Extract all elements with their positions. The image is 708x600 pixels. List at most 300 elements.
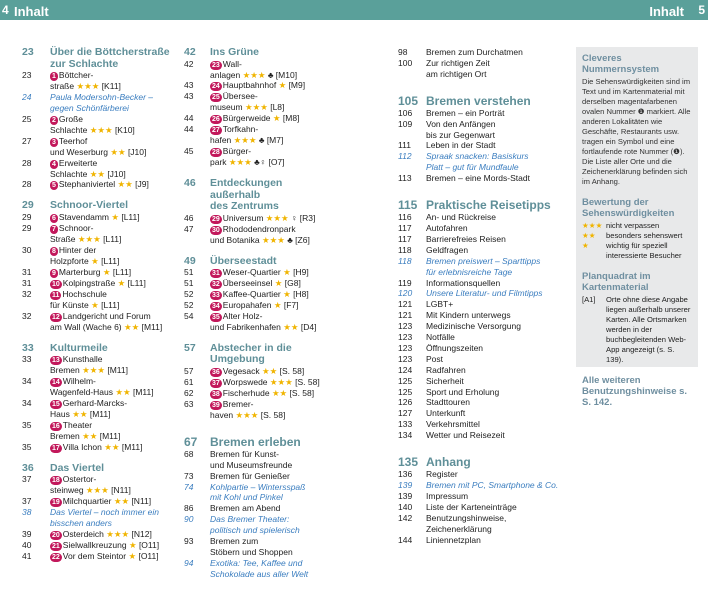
page-number: 139 [398, 480, 413, 490]
page-number: 113 [398, 173, 412, 184]
star-icon: ★★★ [235, 409, 259, 420]
toc-section-heading [22, 200, 170, 212]
entry-line-2: haven ★★★ [S. 58] [210, 409, 286, 420]
star-icon: ★★ [124, 321, 140, 332]
page-number: 24 [22, 91, 32, 102]
page-number: 34 [22, 375, 32, 386]
page-number: 134 [398, 430, 413, 441]
toc-entry [398, 365, 566, 376]
entry-text [426, 535, 566, 546]
page-number: 41 [22, 550, 32, 561]
toc-column-3 [398, 47, 566, 545]
entry-line-2: bis zur Gegenwart [426, 129, 495, 140]
star-icon: ★★★ [82, 365, 105, 376]
entry-line-2: am richtigen Ort [426, 68, 487, 79]
rating-label: wichtig für speziell interessierte Besucher [606, 241, 682, 260]
page-number: 123 [398, 321, 413, 332]
sight-number-badge: 12 [52, 313, 60, 321]
sidebar-heading-numbers: Cleveres Nummernsystem [582, 53, 660, 75]
page-number: 90 [184, 514, 194, 525]
entry-line-1: Kolpingstraße ★ [L11] [62, 277, 146, 288]
page-number: 123 [398, 353, 413, 364]
page-number: 111 [398, 140, 411, 151]
page-title-left: Inhalt [14, 4, 49, 19]
page-number: 135 [398, 455, 419, 470]
entry-text [426, 288, 566, 299]
rating-row [582, 241, 692, 261]
entry-line-1: Unterkunft [426, 408, 466, 419]
toc-tip-entry [398, 480, 566, 491]
toc-entry [184, 124, 334, 146]
entry-text [50, 398, 170, 420]
toc-entry [398, 491, 566, 502]
page-number: 42 [184, 46, 196, 58]
page-number: 117 [398, 233, 412, 244]
star-icon: ★★★ [106, 528, 130, 539]
entry-line-1: Exotika: Tee, Kaffee und [210, 557, 303, 568]
toc-entry [184, 59, 334, 81]
toc-entry [22, 376, 170, 398]
entry-text [426, 354, 566, 365]
entry-line-1: Medizinische Versorgung [426, 321, 521, 332]
sidebar-grid-note [582, 295, 692, 365]
page-number: 112 [398, 151, 412, 162]
entry-line-1: Bremen mit PC, Smartphone & Co. [426, 480, 559, 490]
page-number: 30 [22, 244, 32, 255]
entry-line-1: Wall- [222, 58, 242, 69]
entry-text [210, 435, 334, 449]
entry-text [426, 245, 566, 256]
toc-entry [398, 47, 566, 58]
star-icon: ★★★ [89, 124, 113, 135]
star-icon: ★★ [110, 146, 126, 157]
entry-text [210, 146, 334, 168]
entry-line-1: Das Viertel [50, 461, 105, 474]
toc-entry [398, 223, 566, 234]
star-icon: ★★ [113, 496, 130, 507]
entry-line-1: Worpswede ★★★ [S. 58] [222, 376, 320, 387]
page-number: 115 [398, 198, 418, 213]
sight-number-badge: 6 [52, 214, 56, 222]
rating-label: besonders sehenswert [606, 231, 683, 240]
sight-number-badge: 10 [52, 280, 60, 288]
toc-entry [22, 354, 170, 376]
toc-entry [22, 311, 170, 333]
sight-number-badge: 16 [52, 422, 60, 430]
entry-text [50, 354, 170, 376]
entry-line-2: und Botanika ★★★ ♣ [Z6] [210, 234, 310, 245]
toc-entry [398, 535, 566, 546]
entry-line-1: Register [426, 469, 458, 480]
entry-line-1: Bürger- [222, 146, 252, 157]
page-number: 36 [22, 461, 34, 474]
entry-text [210, 178, 334, 213]
star-icon: ★★★ [265, 212, 289, 223]
toc-entry [22, 212, 170, 223]
toc-entry [398, 419, 566, 430]
entry-line-1: Schnoor- [58, 222, 94, 233]
toc-entry [22, 551, 170, 562]
entry-text [210, 558, 334, 580]
entry-text [50, 311, 170, 333]
entry-line-1: Villa Ichon ★★ [M11] [62, 441, 143, 452]
entry-line-1: Das Bremer Theater: [210, 514, 290, 525]
entry-text [210, 91, 334, 113]
toc-entry [398, 58, 566, 80]
toc-entry [184, 471, 334, 482]
page-number: 124 [398, 364, 413, 375]
page-number: 63 [184, 398, 194, 409]
page-number: 52 [184, 289, 194, 300]
entry-line-1: Kohlpartie – Wintersspaß [210, 481, 306, 492]
page-number: 73 [184, 470, 194, 481]
entry-text [210, 514, 334, 536]
entry-text [426, 469, 566, 480]
entry-line-1: Mit Kindern unterwegs [426, 310, 511, 321]
entry-line-2: park ★★★ ♣♀ [O7] [210, 157, 285, 168]
page-number: 109 [398, 118, 413, 129]
sight-number-badge: 22 [52, 553, 60, 561]
page-number: 42 [184, 58, 194, 69]
toc-entry [398, 140, 566, 151]
entry-line-2: Stöbern und Shoppen [210, 547, 293, 557]
star-rating-icon: ★★★ [582, 221, 603, 230]
star-icon: ★★★ [228, 157, 252, 168]
entry-line-1: Kunsthalle [62, 354, 103, 365]
entry-text [210, 536, 334, 558]
entry-text [426, 256, 566, 278]
toc-entry [22, 540, 170, 551]
star-icon: ★ [273, 300, 282, 311]
star-icon: ★ [128, 539, 137, 550]
toc-entry [398, 430, 566, 441]
entry-text [426, 278, 566, 289]
entry-text [210, 471, 334, 482]
entry-text [426, 94, 566, 108]
sight-number-badge: 28 [212, 149, 220, 157]
page-number: 31 [22, 266, 32, 277]
entry-line-1: Praktische Reisetipps [426, 198, 551, 213]
toc-chapter-heading [398, 94, 566, 108]
star-icon: ★ [111, 211, 119, 222]
entry-line-1: Notfälle [426, 332, 455, 343]
entry-text [426, 47, 566, 58]
entry-line-2: am Wall (Wache 6) ★★ [M11] [50, 321, 163, 332]
entry-line-1: Sicherheit [426, 375, 464, 386]
entry-line-2: anlagen ★★★ ♣ [M10] [210, 69, 298, 80]
toc-entry [22, 136, 170, 158]
sight-number-badge: 7 [52, 225, 56, 233]
star-icon: ★★ [262, 365, 278, 376]
entry-line-2: Schlachte ★★★ [K10] [50, 124, 135, 135]
sight-number-badge: 39 [212, 401, 220, 409]
page-number: 119 [398, 277, 412, 288]
page-number: 54 [184, 311, 194, 322]
toc-entry [22, 158, 170, 180]
page-number: 136 [398, 469, 413, 480]
page-number: 86 [184, 503, 194, 514]
entry-text [50, 529, 170, 540]
toc-entry [184, 224, 334, 246]
entry-text [50, 47, 170, 70]
toc-entry [398, 332, 566, 343]
star-rating-icon: ★ [582, 241, 589, 250]
entry-text [426, 321, 566, 332]
entry-text [210, 482, 334, 504]
entry-line-1: Sport und Erholung [426, 386, 500, 397]
page-number: 121 [398, 310, 413, 321]
entry-text [210, 224, 334, 246]
entry-line-2: steinweg ★★★ [N11] [50, 485, 131, 496]
page-number: 142 [398, 512, 413, 523]
entry-text [426, 408, 566, 419]
sight-number-badge: 14 [52, 378, 60, 386]
entry-text [210, 113, 334, 124]
entry-text [426, 513, 566, 535]
entry-line-1: Fischerhude ★★ [S. 58] [222, 387, 315, 398]
toc-entry [398, 234, 566, 245]
page-number: 43 [184, 91, 194, 102]
entry-text [210, 213, 334, 224]
entry-line-1: Ostertor- [62, 474, 97, 485]
toc-entry [184, 536, 334, 558]
grid-text: Orte ohne diese Angabe liegen außerhalb unserer Karten. Alle Ortsmarken werden in der buchbegleitenden Web-App angezeigt (s. S. 139). [606, 295, 691, 364]
entry-text [50, 267, 170, 278]
star-icon: ★★★ [233, 135, 257, 146]
toc-entry [398, 354, 566, 365]
entry-text [426, 119, 566, 141]
star-icon: ★ [272, 113, 281, 124]
entry-line-2: und Museumsfreunde [210, 459, 293, 470]
entry-line-1: Über die Böttcherstraße [50, 46, 170, 58]
page-number: 126 [398, 397, 413, 408]
entry-line-2: mit Kohl und Pinkel [210, 492, 283, 503]
toc-entry [22, 278, 170, 289]
entry-line-1: Wilhelm- [62, 375, 96, 386]
entry-line-1: Autofahren [426, 222, 468, 233]
page-number: 118 [398, 244, 412, 255]
page-number: 125 [398, 375, 413, 386]
entry-text [426, 234, 566, 245]
page-number: 32 [22, 288, 32, 299]
rating-row [582, 231, 692, 241]
sight-number-badge: 9 [52, 269, 56, 277]
sight-number-badge: 19 [52, 499, 60, 507]
entry-line-1: Bremen – ein Porträt [426, 107, 505, 118]
entry-text [426, 455, 566, 469]
entry-text [210, 300, 334, 311]
entry-text [210, 377, 334, 388]
toc-chapter-heading [398, 455, 566, 469]
toc-entry [184, 399, 334, 421]
entry-line-1: Bremen zum [210, 536, 259, 547]
entry-line-2: bisschen anders [50, 518, 112, 528]
entry-line-1: Überseestadt [210, 254, 277, 267]
entry-line-1: Das Viertel – noch immer ein [50, 507, 159, 518]
entry-line-2: Wagenfeld-Haus ★★ [M11] [50, 386, 154, 397]
page-number: 33 [22, 341, 34, 354]
toc-entry [184, 278, 334, 289]
page-number: 27 [22, 135, 32, 146]
page-number: 51 [184, 267, 194, 278]
entry-line-2: des Zentrums [210, 200, 279, 213]
page-number: 133 [398, 419, 413, 430]
entry-text [210, 80, 334, 91]
toc-entry [184, 503, 334, 514]
toc-entry [398, 408, 566, 419]
sight-number-badge: 5 [52, 182, 56, 190]
entry-text [426, 491, 566, 502]
sight-number-badge: 33 [212, 292, 220, 300]
page-number: 45 [184, 146, 194, 157]
page-number: 51 [184, 278, 194, 289]
toc-entry [22, 223, 170, 245]
entry-text [50, 540, 170, 551]
legend-sidebar [576, 47, 698, 408]
entry-text [50, 136, 170, 158]
rating-list [582, 221, 692, 261]
star-icon: ★★★ [242, 69, 266, 80]
entry-text [426, 430, 566, 441]
entry-line-1: Von den Anfängen [426, 118, 496, 129]
star-icon: ★ [283, 289, 291, 300]
toc-entry [398, 469, 566, 480]
entry-text [426, 198, 566, 212]
page-number: 100 [398, 57, 413, 68]
toc-chapter-heading [398, 198, 566, 212]
toc-entry [184, 91, 334, 113]
sight-number-badge: 17 [52, 444, 60, 452]
toc-tip-entry [22, 92, 170, 114]
sight-number-badge: 18 [52, 477, 60, 485]
star-icon: ★★ [72, 408, 88, 419]
entry-line-1: Öffnungszeiten [426, 342, 484, 353]
entry-text [50, 200, 170, 212]
toc-entry [184, 146, 334, 168]
toc-entry [184, 113, 334, 124]
entry-text [210, 289, 334, 300]
page-number: 123 [398, 332, 413, 343]
star-icon: ★★ [117, 179, 133, 190]
sidebar-more-hints: Alle weiteren Benutzungshinweise s. S. 142. [582, 375, 688, 408]
entry-line-1: Große [58, 113, 83, 124]
entry-text [210, 59, 334, 81]
star-icon: ★ [91, 255, 99, 266]
entry-text [50, 420, 170, 442]
page-number: 116 [398, 212, 412, 223]
entry-line-2: politisch und spielerisch [210, 525, 300, 536]
star-icon: ★ [117, 277, 126, 288]
entry-line-1: Bremen zum Durchatmen [426, 47, 523, 57]
toc-tip-entry [184, 514, 334, 536]
toc-entry [398, 513, 566, 535]
sight-number-badge: 30 [212, 226, 220, 234]
star-icon: ★★ [104, 441, 120, 452]
entry-line-1: Leben in der Stadt [426, 140, 496, 151]
entry-line-2: gegen Schönfärberei [50, 102, 129, 113]
entry-line-2: museum ★★★ [L8] [210, 102, 285, 113]
star-icon: ★★★ [76, 81, 100, 91]
page-number: 144 [398, 534, 413, 545]
page-number: 46 [184, 177, 196, 190]
sight-number-badge: 27 [212, 127, 220, 135]
entry-line-1: Theater [62, 419, 93, 430]
toc-entry [184, 366, 334, 377]
entry-text [210, 256, 334, 268]
entry-line-1: Bremen verstehen [426, 93, 531, 108]
star-icon: ★ [102, 266, 111, 277]
page-number: 28 [22, 179, 32, 190]
entry-text [426, 151, 566, 173]
entry-line-1: Spraak snacken: Basiskurs [426, 151, 529, 162]
page-number: 49 [184, 254, 196, 267]
entry-text [50, 179, 170, 190]
star-icon: ★★ [271, 387, 288, 398]
toc-entry [184, 80, 334, 91]
star-icon: ★★★ [261, 234, 285, 245]
toc-entry [22, 529, 170, 540]
entry-line-2: Holzpforte ★ [L11] [50, 255, 120, 266]
entry-line-1: Vegesack ★★ [S. 58] [222, 365, 305, 376]
page-number: 23 [22, 70, 32, 80]
toc-entry [184, 300, 334, 311]
toc-section-heading [184, 178, 334, 213]
sidebar-heading-rating: Bewertung der Sehenswürdigkeiten [582, 197, 675, 219]
toc-entry [398, 321, 566, 332]
page-number: 52 [184, 300, 194, 311]
entry-line-1: Stavendamm ★ [L11] [58, 211, 140, 222]
page-number: 29 [22, 199, 34, 212]
toc-section-heading [22, 463, 170, 475]
toc-entry [398, 212, 566, 223]
page-number: 40 [22, 539, 32, 550]
page-number: 33 [22, 354, 32, 365]
page-number: 46 [184, 212, 194, 223]
page-number: 31 [22, 277, 32, 288]
star-icon: ★ [278, 80, 287, 91]
page-number: 57 [184, 365, 194, 376]
entry-text [50, 376, 170, 398]
toc-entry [22, 289, 170, 311]
page-number: 28 [22, 157, 32, 168]
entry-line-1: Weser-Quartier ★ [H9] [222, 267, 309, 278]
grid-key: [A1] [582, 295, 596, 304]
page-number: 44 [184, 124, 194, 135]
entry-line-1: Radfahren [426, 364, 466, 375]
page-number: 37 [22, 474, 32, 485]
entry-text [50, 278, 170, 289]
entry-text [426, 58, 566, 80]
page-number: 120 [398, 288, 413, 299]
toc-tip-entry [398, 151, 566, 173]
page-number: 117 [398, 222, 412, 233]
toc-entry [22, 474, 170, 496]
entry-line-1: Bremen für Kunst- [210, 448, 279, 459]
page-number: 39 [22, 528, 32, 539]
entry-line-2: Straße ★★★ [L11] [50, 233, 122, 244]
page-number: 98 [398, 47, 408, 57]
rating-row [582, 221, 692, 231]
toc-entry [22, 398, 170, 420]
entry-line-1: Bremen für Genießer [210, 470, 290, 481]
toc-column-2 [184, 47, 334, 580]
sight-number-badge: 36 [212, 368, 220, 376]
entry-text [426, 310, 566, 321]
entry-text [50, 114, 170, 136]
toc-entry [398, 119, 566, 141]
toc-entry [22, 114, 170, 136]
star-icon: ★★ [115, 386, 131, 397]
